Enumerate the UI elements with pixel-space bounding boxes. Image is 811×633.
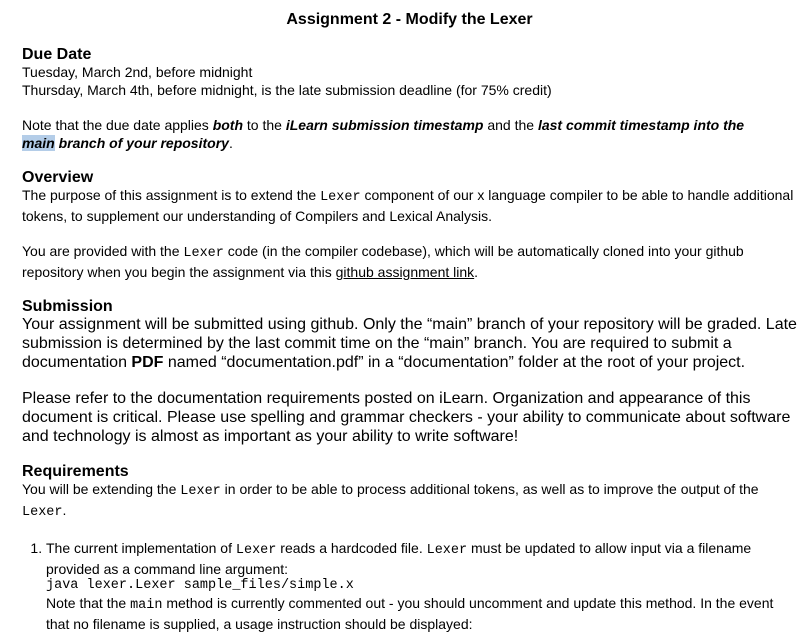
due-date-heading: Due Date: [22, 46, 92, 63]
submission-paragraph-2: Please refer to the documentation requirements posted on iLearn. Organization and appearance of this document is critical. Please use spelling and grammar checkers - your ability to communicate about software and technology is almost as important as your ability to write software!: [22, 390, 791, 445]
selected-text-main[interactable]: main: [22, 135, 55, 151]
due-date-note: Note that the due date applies both to the iLearn submission timestamp and the last commit timestamp into the main branch of your repository.: [22, 117, 745, 151]
requirements-list: [22, 539, 797, 633]
overview-paragraph-1: The purpose of this assignment is to extend the Lexer component of our x language compiler to be able to handle additional tokens, to supplement our understanding of Compilers and Lexical Analysis.: [22, 187, 794, 224]
overview-paragraph-2: You are provided with the Lexer code (in the compiler codebase), which will be automatically cloned into your github repository when you begin the assignment via this github assignment link.: [22, 243, 744, 280]
document-page: [22, 10, 797, 633]
submission-paragraph-1: Your assignment will be submitted using github. Only the “main” branch of your repository will be graded. Late submission is determined by the last commit time on the “main” branch. You are required to submit a documentation PDF named “documentation.pdf” in a “documentation” folder at the root of your project.: [22, 316, 797, 371]
list-item: 1. The current implementation of Lexer reads a hardcoded file. Lexer must be updated to allow input via a filename provided as a command line argument: java lexer.Lexer sample_files/simple.x Note that the main method is currently commented out - you should uncomment and update this method. In the event that no filename is supplied, a usage instruction should be displayed:: [46, 539, 797, 633]
github-assignment-link[interactable]: github assignment link: [335, 264, 475, 280]
main-method-note: Note that the main method is currently commented out - you should uncomment and update this method. In the event that no filename is supplied, a usage instruction should be displayed:: [46, 595, 774, 632]
requirements-heading: Requirements: [22, 463, 129, 480]
due-date-line-2: Thursday, March 4th, before midnight, is the late submission deadline (for 75% credit): [22, 82, 552, 98]
page-title: Assignment 2 - Modify the Lexer: [286, 11, 533, 28]
overview-heading: Overview: [22, 169, 94, 186]
command-example: java lexer.Lexer sample_files/simple.x: [46, 578, 354, 593]
due-date-line-1: Tuesday, March 2nd, before midnight: [22, 64, 253, 80]
requirements-paragraph: You will be extending the Lexer in order to be able to process additional tokens, as well as to improve the output of the Lexer.: [22, 481, 759, 520]
submission-heading: Submission: [22, 298, 113, 315]
